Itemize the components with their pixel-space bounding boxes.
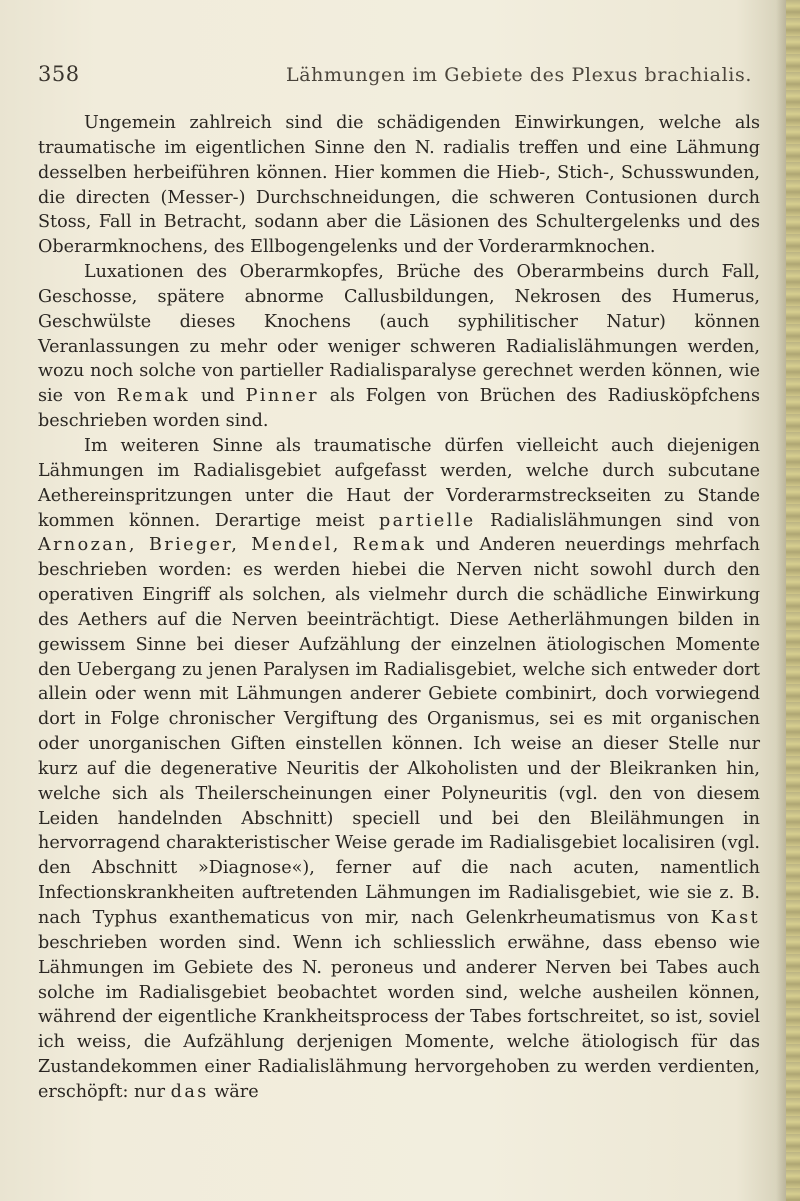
paragraph-3-text: beschrieben worden sind. Wenn ich schliesslich erwähne, dass ebenso wie Lähmungen im Gebiete des N. peroneus und anderer Nerven bei Tabes auch solche im Radialisgebiet beobachtet worden sind, welche ausheilen können, während der eigentliche Krankheitsprocess der Tabes fortschreitet, so ist, soviel ich weiss, die Aufzählung derjenigen Momente, welche ätiologisch für das Zustandekommen einer Radialislähmung hervorgehoben zu werden verdienten, erschöpft: nur	[38, 932, 760, 1102]
running-head: Lähmungen im Gebiete des Plexus brachialis.	[286, 64, 752, 86]
paragraph-3-text: und Anderen neuerdings mehrfach beschrieben worden: es werden hiebei die Nerven nicht sowohl durch den operativen Eingriff als solchen, als vielmehr durch die schädliche Einwirkung des Aethers auf die Nerven beeinträchtigt. Diese Aetherlähmungen bilden in gewissem Sinne bei dieser Aufzählung der einzelnen ätiologischen Momente den Uebergang zu jenen Paralysen im Radialisgebiet, welche sich entweder dort allein oder wenn mit Lähmungen anderer Gebiete combinirt, doch vorwiegend dort in Folge chronischer Vergiftung des Organismus, sei es mit organischen oder unorganischen Giften einstellen können. Ich weise an dieser Stelle nur kurz auf die degenerative Neuritis der Alkoholisten und der Bleikranken hin, welche sich als Theilerscheinungen einer Polyneuritis (vgl. den von diesem Leiden handelnden Abschnitt) speciell und bei den Bleilähmungen in hervorragend charakteristischer Weise gerade im Radialisgebiet localisiren (vgl. den Abschnitt »Diagnose«), ferner auf die nach acuten, namentlich Infectionskrankheiten auftretenden Lähmungen im Radialisgebiet, wie sie z. B. nach Typhus exanthematicus von mir, nach Gelenkrheumatismus von	[38, 535, 760, 928]
author-name: Kast	[710, 908, 760, 928]
author-name: Pinner	[245, 386, 319, 407]
page-header	[38, 62, 758, 92]
paragraph-1	[38, 111, 760, 260]
paragraph-3-text: Radialislähmungen sind von	[475, 510, 760, 531]
paragraph-2-text: Luxationen des Oberarmkopfes, Brüche des Oberarmbeins durch Fall, Geschosse, spätere abnorme Callusbildungen, Nekrosen des Humerus, Geschwülste dieses Knochens (auch syphilitischer Natur) können Veranlassungen zu mehr oder weniger schweren Radialislähmungen werden, wozu noch solche von partieller Radialisparalyse gerechnet werden können, wie sie von	[38, 262, 760, 407]
page-gutter-shadow	[776, 0, 786, 1201]
paragraph-3-text: Im weiteren Sinne als traumatische dürfen vielleicht auch diejenigen Lähmungen im Radialisgebiet aufgefasst werden, welche durch subcutane Aethereinspritzungen unter die Haut der Vorderarmstreckseiten zu Stande kommen können. Derartige meist	[38, 435, 760, 531]
paragraph-2-text: und	[190, 386, 246, 407]
paragraph-1-text: Ungemein zahlreich sind die schädigenden Einwirkungen, welche als traumatische im eigentlichen Sinne den N. radialis treffen und eine Lähmung desselben herbeiführen können. Hier kommen die Hieb-, Stich-, Schusswunden, die directen (Messer-) Durchschneidungen, die schweren Contusionen durch Stoss, Fall in Betracht, sodann aber die Läsionen des Schultergelenks und des Oberarmknochens, des Ellbogengelenks und der Vorderarmknochen.	[38, 113, 760, 258]
emphasized-term: partielle	[378, 510, 476, 531]
body-text	[38, 111, 760, 1105]
paragraph-2-text: als Folgen von Brüchen des Radiusköpfchens beschrieben worden sind.	[38, 386, 760, 432]
page-edge-strip	[786, 0, 800, 1201]
page-number: 358	[38, 62, 80, 86]
paragraph-3	[38, 434, 760, 1105]
paragraph-3-text: wäre	[208, 1081, 259, 1102]
author-names: Arnozan, Brieger, Mendel, Remak	[38, 535, 427, 556]
author-name: Remak	[116, 386, 191, 407]
paragraph-2	[38, 260, 760, 434]
emphasized-term: das	[170, 1081, 209, 1102]
